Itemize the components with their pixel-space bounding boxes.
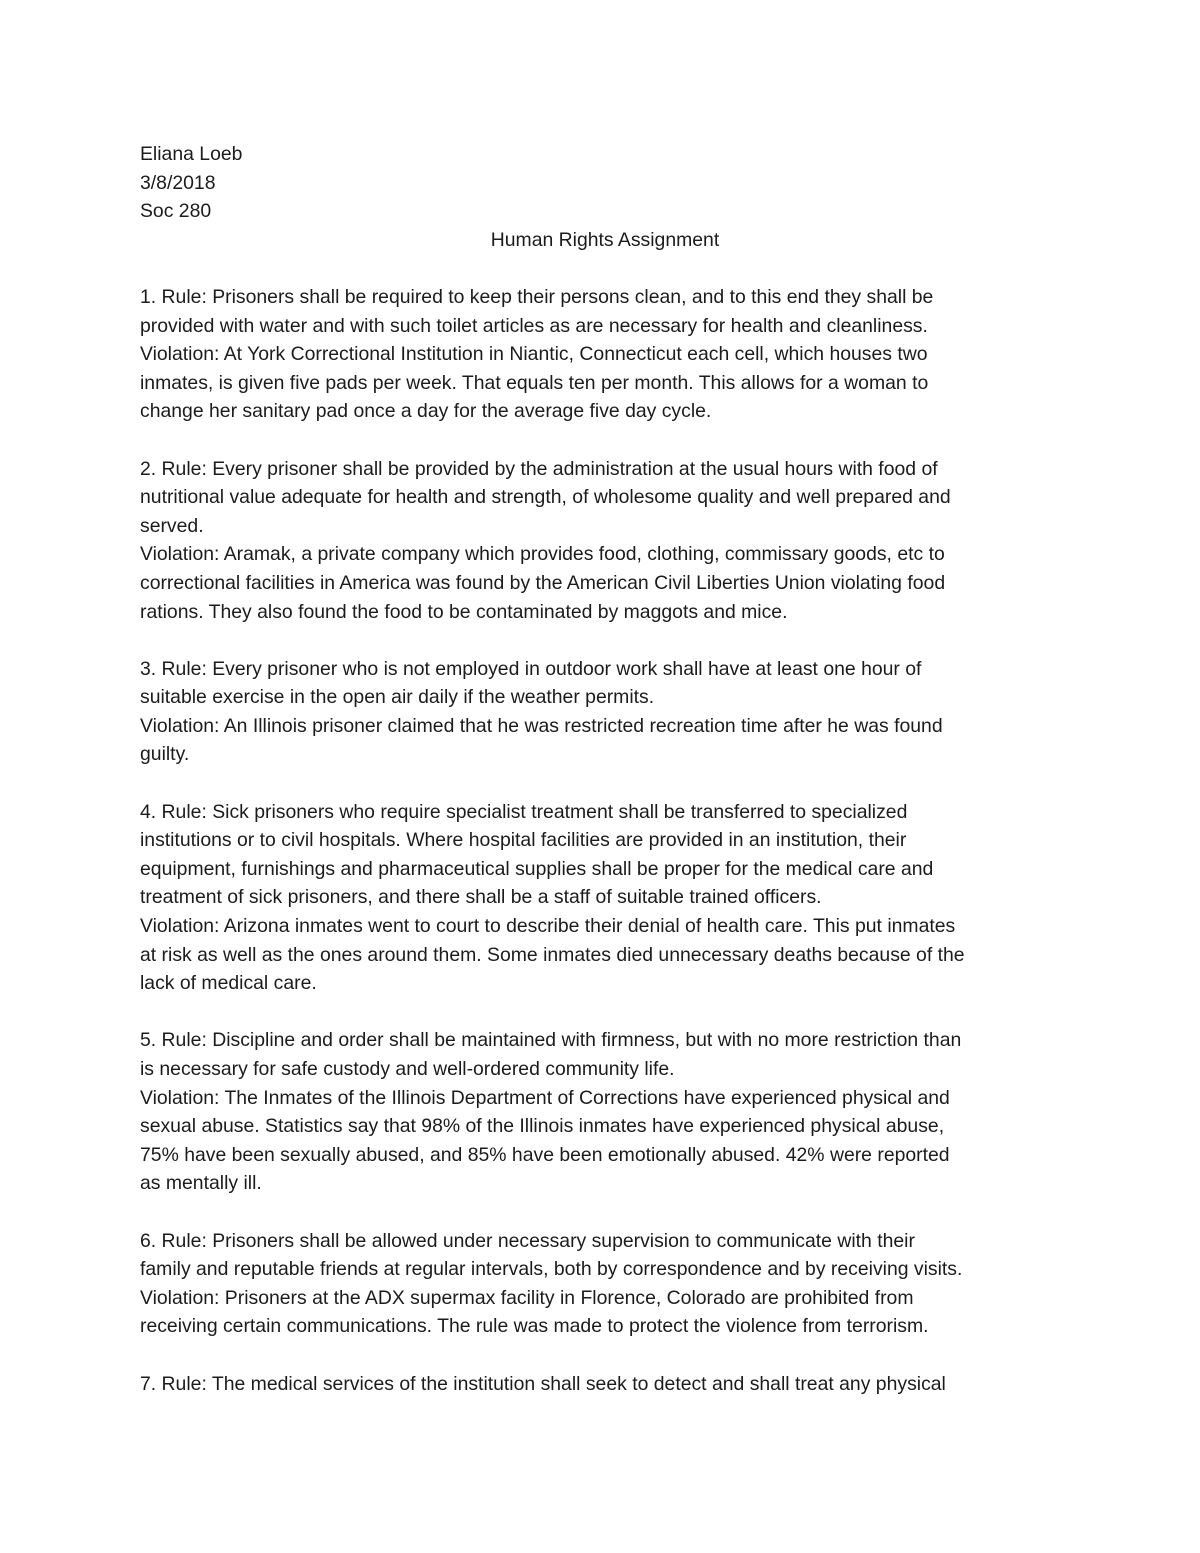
paragraph-line: Violation: At York Correctional Institution in Niantic, Connecticut each cell, which houses two xyxy=(140,343,928,366)
spacer xyxy=(140,769,1070,798)
paragraph-line: 75% have been sexually abused, and 85% have been emotionally abused. 42% were reported xyxy=(140,1143,950,1166)
paragraph-line: sexual abuse. Statistics say that 98% of the Illinois inmates have experienced physical abuse, xyxy=(140,1115,945,1138)
paragraph-line: provided with water and with such toilet articles as are necessary for health and cleanliness. xyxy=(140,314,928,337)
paragraph-line: inmates, is given five pads per week. That equals ten per month. This allows for a woman to xyxy=(140,371,929,394)
document-body xyxy=(140,140,1070,1398)
paragraph-line: receiving certain communications. The rule was made to protect the violence from terrorism. xyxy=(140,1315,929,1338)
paragraph-line: institutions or to civil hospitals. Where hospital facilities are provided in an institution, their xyxy=(140,829,907,852)
rule-item-5 xyxy=(140,1026,1070,1198)
paragraph-line: Violation: Aramak, a private company which provides food, clothing, commissary goods, etc to xyxy=(140,543,945,566)
spacer xyxy=(140,1198,1070,1227)
paragraph-line: at risk as well as the ones around them. Some inmates died unnecessary deaths because of the xyxy=(140,943,965,966)
paragraph-line: treatment of sick prisoners, and there shall be a staff of suitable trained officers. xyxy=(140,886,822,909)
rule-item-7 xyxy=(140,1370,1070,1399)
spacer xyxy=(140,254,1070,283)
paragraph-line: Violation: An Illinois prisoner claimed that he was restricted recreation time after he was found xyxy=(140,714,943,737)
rule-item-2 xyxy=(140,455,1070,627)
author-name: Eliana Loeb xyxy=(140,143,243,165)
paragraph-line: 6. Rule: Prisoners shall be allowed under necessary supervision to communicate with their xyxy=(140,1229,915,1252)
paragraph-line: lack of medical care. xyxy=(140,972,317,995)
paragraph-line: 5. Rule: Discipline and order shall be maintained with firmness, but with no more restriction than xyxy=(140,1029,962,1052)
document-title: Human Rights Assignment xyxy=(490,228,720,251)
paragraph-line: Violation: The Inmates of the Illinois Department of Corrections have experienced physical and xyxy=(140,1086,950,1109)
paragraph-line: Violation: Arizona inmates went to court to describe their denial of health care. This put inmates xyxy=(140,915,956,938)
paragraph-line: as mentally ill. xyxy=(140,1172,262,1195)
rule-item-3 xyxy=(140,655,1070,769)
paragraph-line: suitable exercise in the open air daily if the weather permits. xyxy=(140,686,655,709)
spacer xyxy=(140,626,1070,655)
paragraph-line: family and reputable friends at regular intervals, both by correspondence and by receiving visits. xyxy=(140,1258,963,1281)
paragraph-line: 4. Rule: Sick prisoners who require specialist treatment shall be transferred to specialized xyxy=(140,800,908,823)
spacer xyxy=(140,998,1070,1027)
paragraph-line: rations. They also found the food to be contaminated by maggots and mice. xyxy=(140,600,788,623)
spacer xyxy=(140,1341,1070,1370)
paragraph-line: nutritional value adequate for health and strength, of wholesome quality and well prepared and xyxy=(140,486,951,509)
paragraph-line: is necessary for safe custody and well-ordered community life. xyxy=(140,1058,675,1080)
paragraph-line: change her sanitary pad once a day for the average five day cycle. xyxy=(140,400,712,423)
rule-item-4 xyxy=(140,798,1070,998)
paragraph-line: 7. Rule: The medical services of the institution shall seek to detect and shall treat any physical xyxy=(140,1372,946,1395)
paragraph-line: equipment, furnishings and pharmaceutical supplies shall be proper for the medical care and xyxy=(140,857,934,880)
rule-item-1 xyxy=(140,283,1070,426)
paragraph-line: 3. Rule: Every prisoner who is not employed in outdoor work shall have at least one hour of xyxy=(140,657,922,680)
paragraph-line: 2. Rule: Every prisoner shall be provided by the administration at the usual hours with food of xyxy=(140,457,938,480)
course-name: Soc 280 xyxy=(140,200,212,223)
rule-item-6 xyxy=(140,1227,1070,1341)
document-date: 3/8/2018 xyxy=(140,171,216,194)
paragraph-line: 1. Rule: Prisoners shall be required to keep their persons clean, and to this end they shall be xyxy=(140,285,934,308)
spacer xyxy=(140,426,1070,455)
rules-list xyxy=(140,283,1070,1398)
paragraph-line: guilty. xyxy=(140,743,190,766)
paragraph-line: Violation: Prisoners at the ADX supermax facility in Florence, Colorado are prohibited from xyxy=(140,1286,914,1309)
paragraph-line: correctional facilities in America was found by the American Civil Liberties Union violating food xyxy=(140,571,946,594)
paragraph-line: served. xyxy=(140,514,204,537)
